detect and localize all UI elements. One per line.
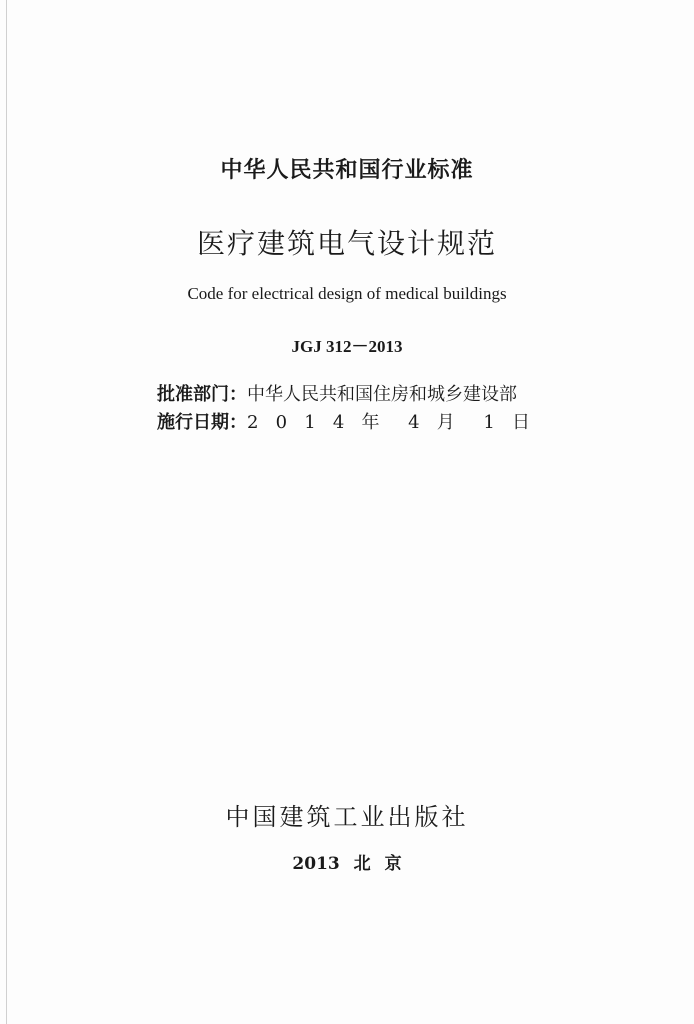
- publisher-name: 中国建筑工业出版社: [225, 803, 469, 831]
- effective-date-value: 2 0 1 4 年 4 月 1 日: [247, 412, 530, 433]
- effective-date-row: [157, 408, 530, 434]
- effective-date-label: 施行日期：: [157, 412, 247, 433]
- standard-series-heading: 中华人民共和国行业标准: [220, 158, 474, 183]
- approval-value: 中华人民共和国住房和城乡建设部: [247, 384, 517, 405]
- approval-label: 批准部门：: [157, 384, 247, 405]
- standard-code: JGJ 312－2013: [291, 337, 403, 356]
- chinese-title: 医疗建筑电气设计规范: [196, 227, 497, 260]
- english-title: Code for electrical design of medical buildings: [187, 284, 507, 303]
- approval-row: [157, 380, 517, 406]
- publication-year-place: 2013 北 京: [292, 854, 402, 874]
